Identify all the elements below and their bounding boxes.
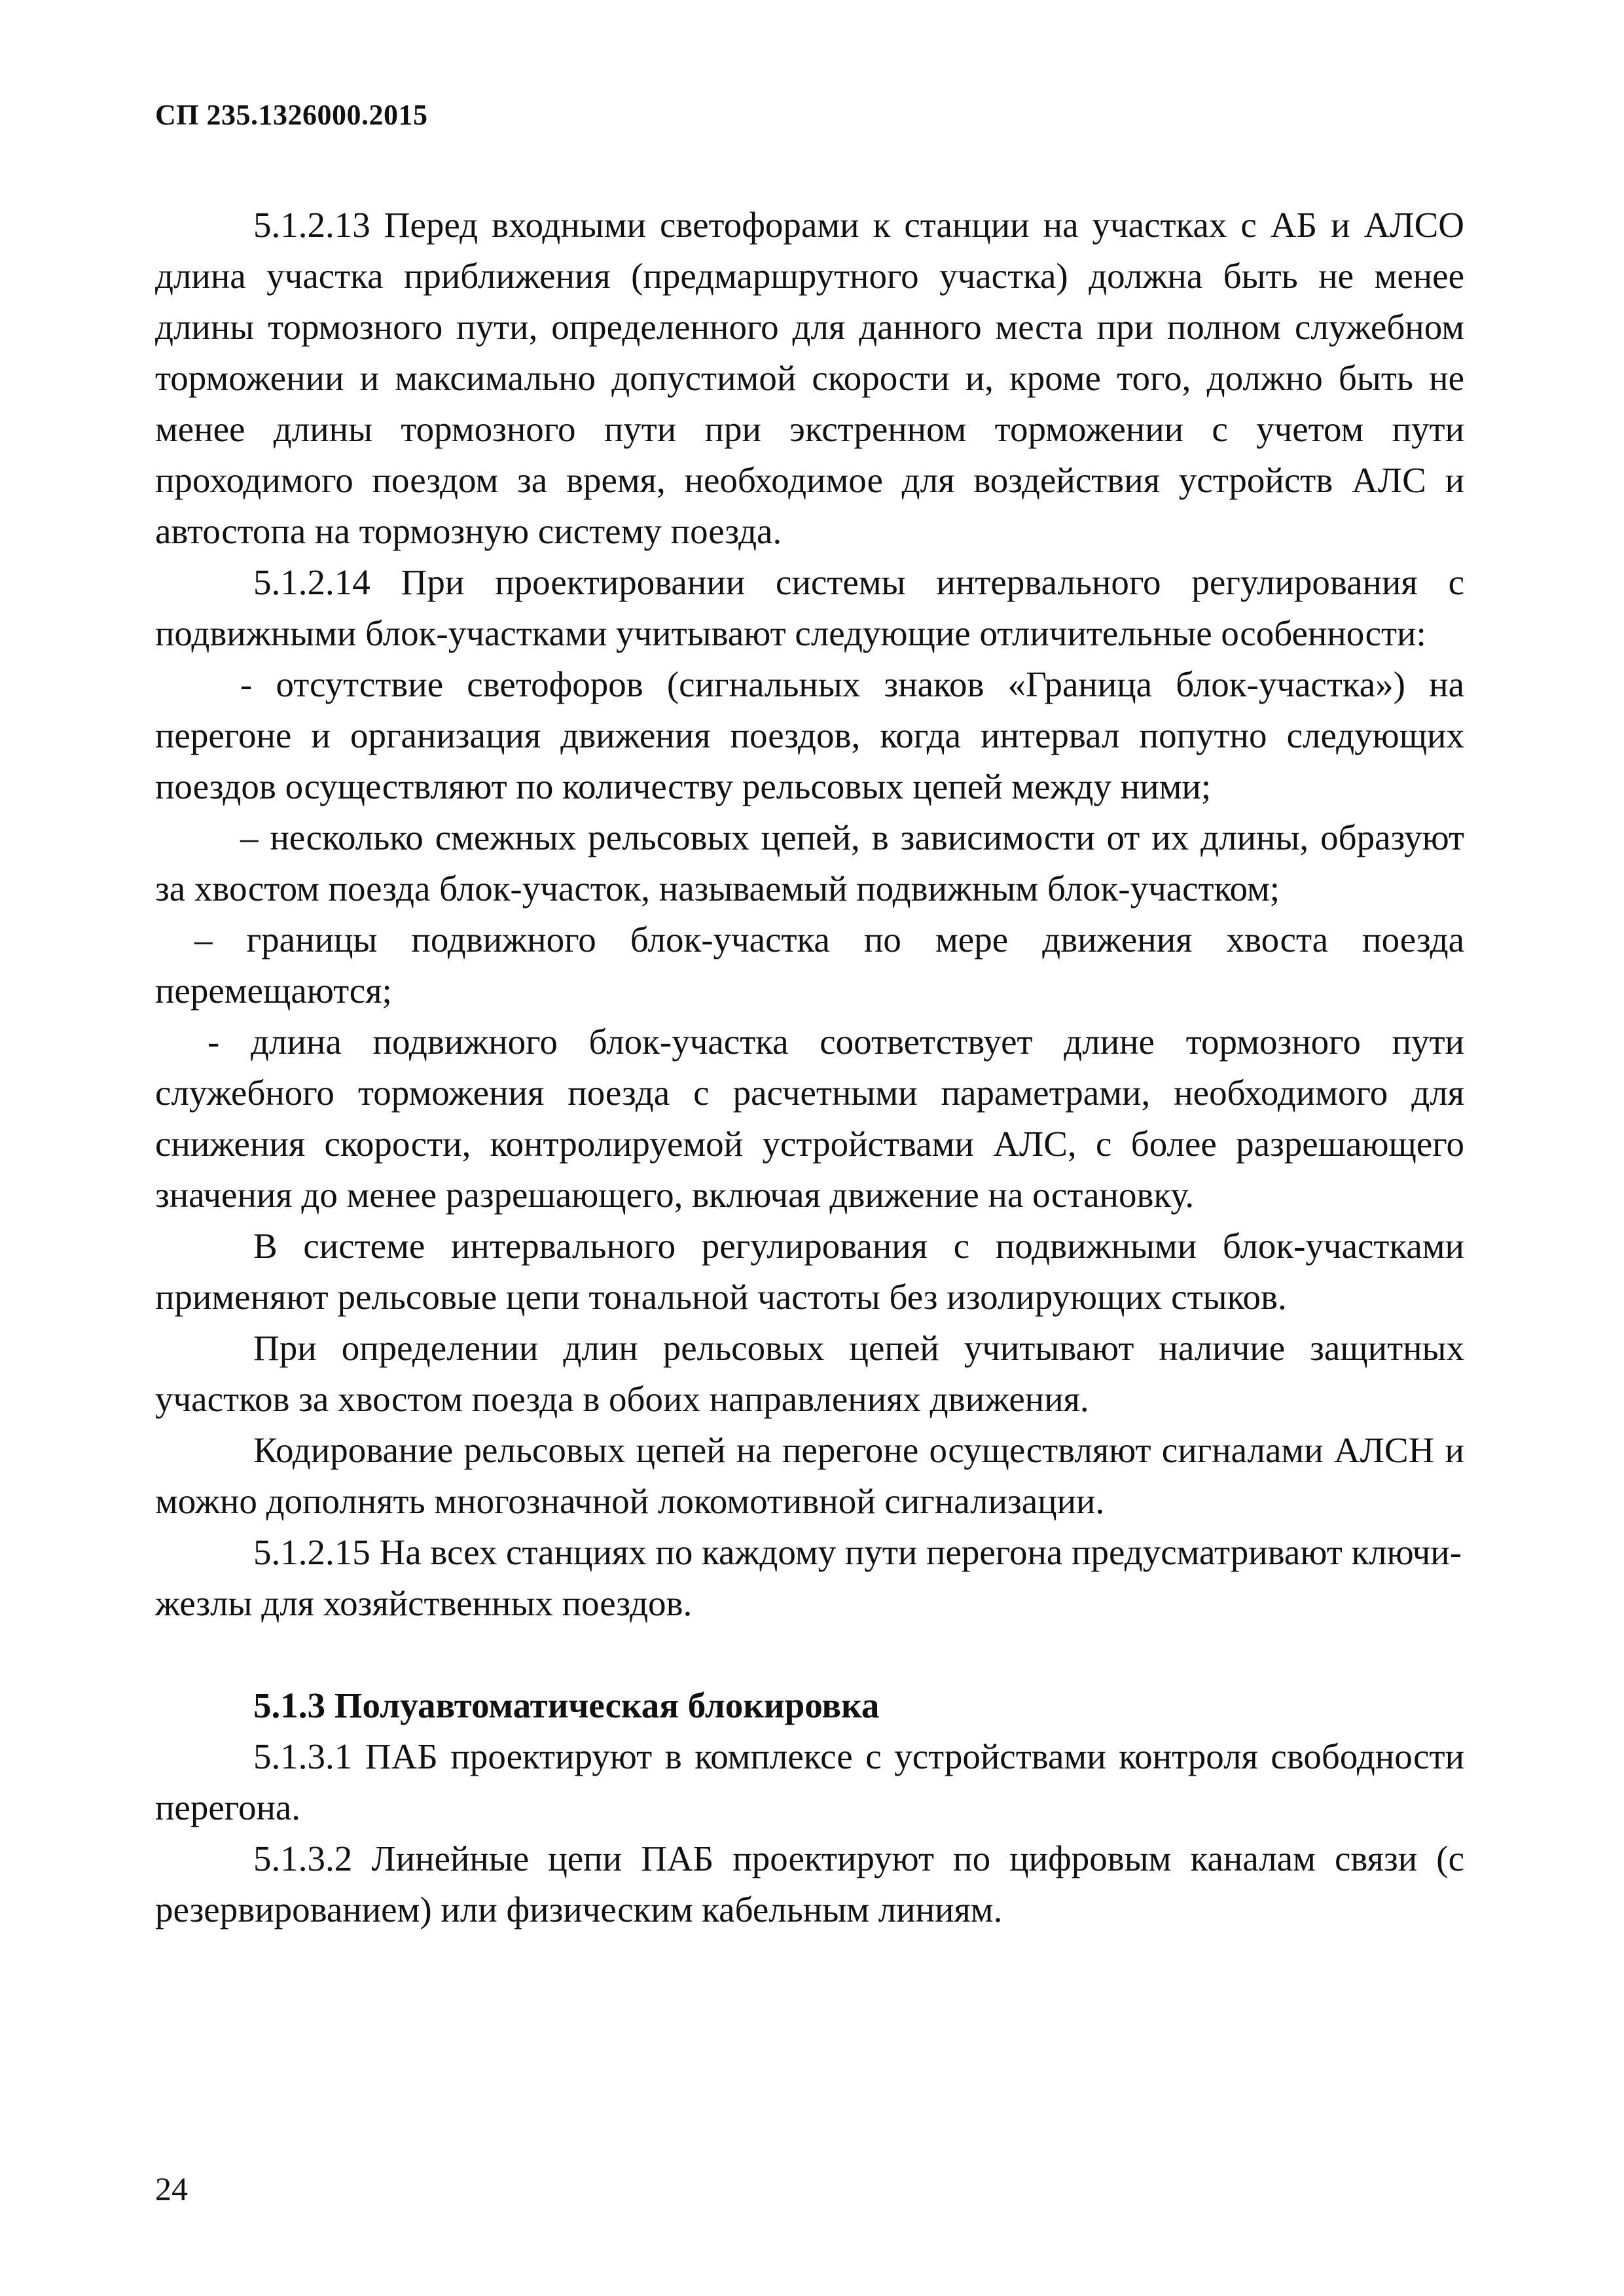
paragraph-protective-sections: При определении длин рельсовых цепей учитывают наличие защитных участков за хвостом поезда в обоих направлениях движения. [155, 1328, 1464, 1419]
paragraph-5-1-3-1: 5.1.3.1 ПАБ проектируют в комплексе с устройствами контроля свободности перегона. [155, 1736, 1464, 1827]
section-heading: 5.1.3 Полуавтоматическая блокировка [253, 1685, 880, 1725]
document-body [155, 200, 1464, 1935]
paragraph-5-1-2-14: 5.1.2.14 При проектировании системы интервального регулирования с подвижными блок-участками учитывают следующие отличительные особенности: [155, 562, 1464, 653]
paragraph-5-1-2-15: 5.1.2.15 На всех станциях по каждому пути перегона предусматривают ключи-жезлы для хозяйственных поездов. [155, 1532, 1462, 1623]
list-item-no-signals: - отсутствие светофоров (сигнальных знаков «Граница блок-участка») на перегоне и организация движения поездов, когда интервал попутно следующих поездов осуществляют по количеству рельсовых цепей между ними; [155, 664, 1464, 806]
list-item-block-length: - длина подвижного блок-участка соответствует длине тормозного пути служебного торможения поезда с расчетными параметрами, необходимого для снижения скорости, контролируемой устройствами АЛС, с более разрешающего значения до менее разрешающего, включая движение на остановку. [155, 1022, 1464, 1215]
list-item-block-boundaries: – границы подвижного блок-участка по мере движения хвоста поезда перемещаются; [155, 920, 1464, 1011]
section-spacer [155, 1629, 1464, 1680]
paragraph-5-1-2-13: 5.1.2.13 Перед входными светофорами к станции на участках с АБ и АЛСО длина участка приближения (предмаршрутного участка) должна быть не менее длины тормозного пути, определенного для данного места при полном служебном торможении и максимально допустимой скорости и, кроме того, должно быть не менее длины тормозного пути при экстренном торможении с учетом пути проходимого поездом за время, необходимое для воздействия устройств АЛС и автостопа на тормозную систему поезда. [155, 205, 1464, 551]
page-number: 24 [155, 2170, 188, 2207]
document-code: СП 235.1326000.2015 [155, 99, 428, 131]
list-item-adjacent-circuits: – несколько смежных рельсовых цепей, в зависимости от их длины, образуют за хвостом поезда блок-участок, называемый подвижным блок-участком; [155, 817, 1464, 908]
paragraph-coding: Кодирование рельсовых цепей на перегоне осуществляют сигналами АЛСН и можно дополнять многозначной локомотивной сигнализации. [155, 1430, 1464, 1521]
paragraph-tonal-circuits: В системе интервального регулирования с подвижными блок-участками применяют рельсовые цепи тональной частоты без изолирующих стыков. [155, 1226, 1464, 1317]
paragraph-5-1-3-2: 5.1.3.2 Линейные цепи ПАБ проектируют по цифровым каналам связи (с резервированием) или физическим кабельным линиям. [155, 1839, 1464, 1929]
